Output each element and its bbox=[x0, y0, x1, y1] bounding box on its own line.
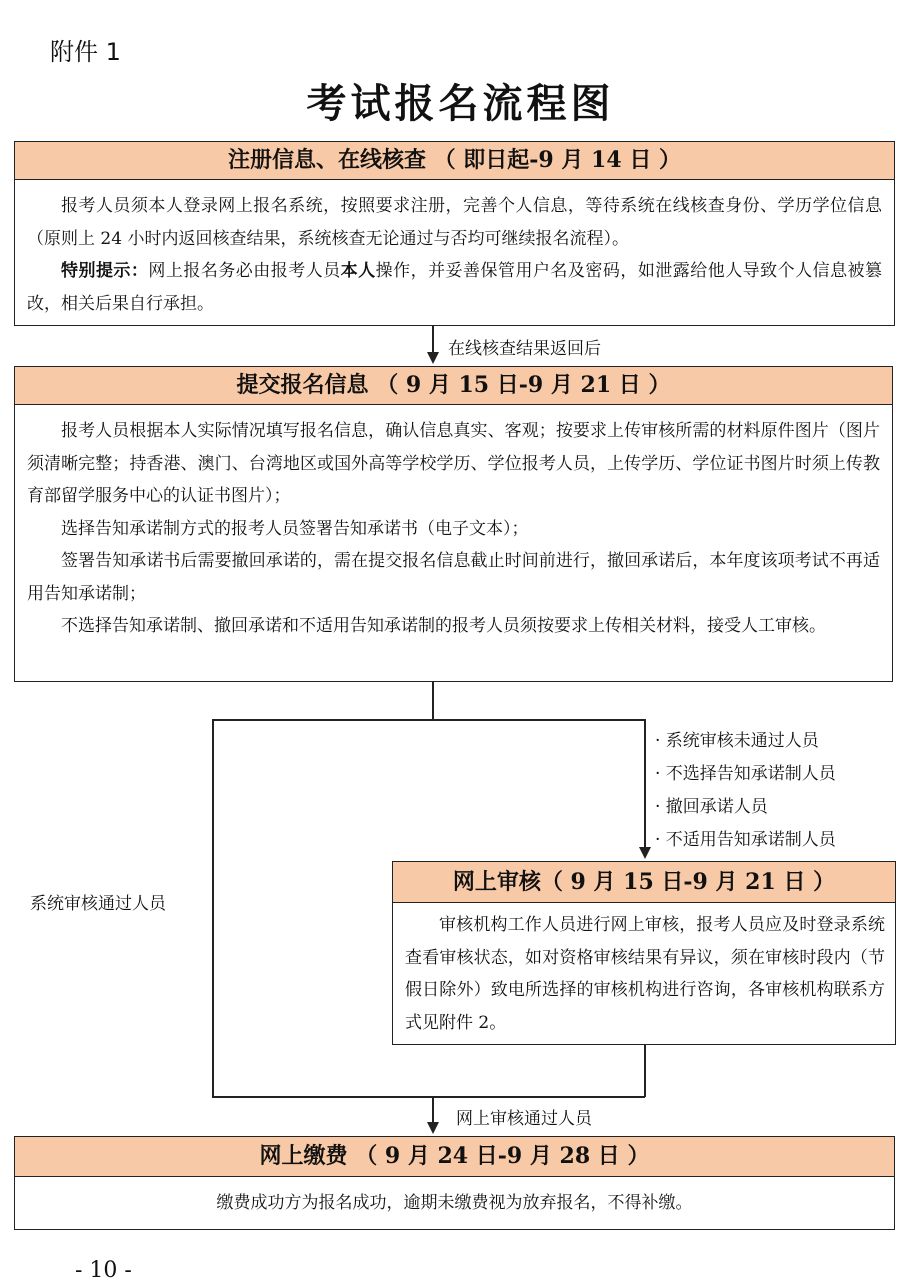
step4-box bbox=[14, 1176, 895, 1230]
step2-header: 提交报名信息 （ 9 月 15 日-9 月 21 日 ） bbox=[14, 366, 893, 405]
step3-para: 审核机构工作人员进行网上审核，报考人员应及时登录系统查看审核状态，如对资格审核结果有异议，须在审核时段内（节假日除外）致电所选择的审核机构进行咨询，各审核机构联系方式见附件 2。 bbox=[405, 915, 885, 1033]
attachment-label: 附件 1 bbox=[50, 38, 121, 66]
step3-box bbox=[392, 902, 896, 1045]
step3-header: 网上审核（ 9 月 15 日-9 月 21 日 ） bbox=[392, 861, 896, 903]
connector-line bbox=[432, 682, 434, 720]
page-title: 考试报名流程图 bbox=[306, 80, 615, 127]
step1-para: 报考人员须本人登录网上报名系统，按照要求注册，完善个人信息，等待系统在线核查身份、学历学位信息（原则上 24 小时内返回核查结果，系统核查无论通过与否均可继续报名流程）。 bbox=[27, 196, 882, 249]
arrow-down-icon bbox=[427, 1122, 439, 1134]
tip-bold: 本人 bbox=[340, 261, 376, 281]
step2-para-3: 签署告知承诺书后需要撤回承诺的，需在提交报名信息截止时间前进行，撤回承诺后，本年度该项考试不再适用告知承诺制； bbox=[27, 551, 880, 604]
step2-para-4: 不选择告知承诺制、撤回承诺和不适用告知承诺制的报考人员须按要求上传相关材料，接受人工审核。 bbox=[61, 616, 826, 636]
connector-line bbox=[432, 1096, 434, 1124]
bullet-item: · 系统审核未通过人员 bbox=[655, 731, 819, 751]
step1-tip bbox=[27, 255, 882, 320]
connector-line bbox=[644, 1045, 646, 1097]
arrow-down-icon bbox=[639, 847, 651, 859]
arrow1-label: 在线核查结果返回后 bbox=[448, 339, 601, 359]
bullet-item: · 不选择告知承诺制人员 bbox=[655, 764, 836, 784]
connector-line bbox=[432, 326, 434, 354]
tip-part2: 操作，并妥善保管用户名及密码，如泄露给他人导致个人信息被篡改，相关后果自行承担。 bbox=[27, 261, 883, 314]
step2-box bbox=[14, 404, 893, 682]
step2-para-2: 选择告知承诺制方式的报考人员签署告知承诺书（电子文本）； bbox=[61, 518, 529, 539]
bullet-item: · 撤回承诺人员 bbox=[655, 797, 768, 817]
page-number: - 10 - bbox=[75, 1258, 132, 1283]
connector-line bbox=[644, 719, 646, 849]
arrow-down-icon bbox=[427, 352, 439, 364]
arrow-final-label: 网上审核通过人员 bbox=[456, 1109, 592, 1129]
connector-line bbox=[212, 719, 645, 721]
bullet-item: · 不适用告知承诺制人员 bbox=[655, 830, 836, 850]
tip-label: 特别提示： bbox=[61, 261, 149, 281]
step1-box bbox=[14, 179, 895, 326]
tip-part1: 网上报名务必由报考人员 bbox=[148, 261, 341, 281]
step2-para-1: 报考人员根据本人实际情况填写报名信息，确认信息真实、客观；按要求上传审核所需的材料原件图片（图片须清晰完整；持香港、澳门、台湾地区或国外高等学校学历、学位报考人员，上传学历、学位证书图片时须上传教育部留学服务中心的认证书图片）； bbox=[27, 421, 880, 506]
step4-header: 网上缴费 （ 9 月 24 日-9 月 28 日 ） bbox=[14, 1136, 895, 1177]
branch-left-label: 系统审核通过人员 bbox=[30, 894, 166, 914]
connector-line bbox=[212, 1096, 645, 1098]
step4-para: 缴费成功方为报名成功，逾期未缴费视为放弃报名，不得补缴。 bbox=[216, 1193, 693, 1213]
step1-header: 注册信息、在线核查 （ 即日起-9 月 14 日 ） bbox=[14, 141, 895, 180]
connector-line bbox=[212, 719, 214, 1097]
